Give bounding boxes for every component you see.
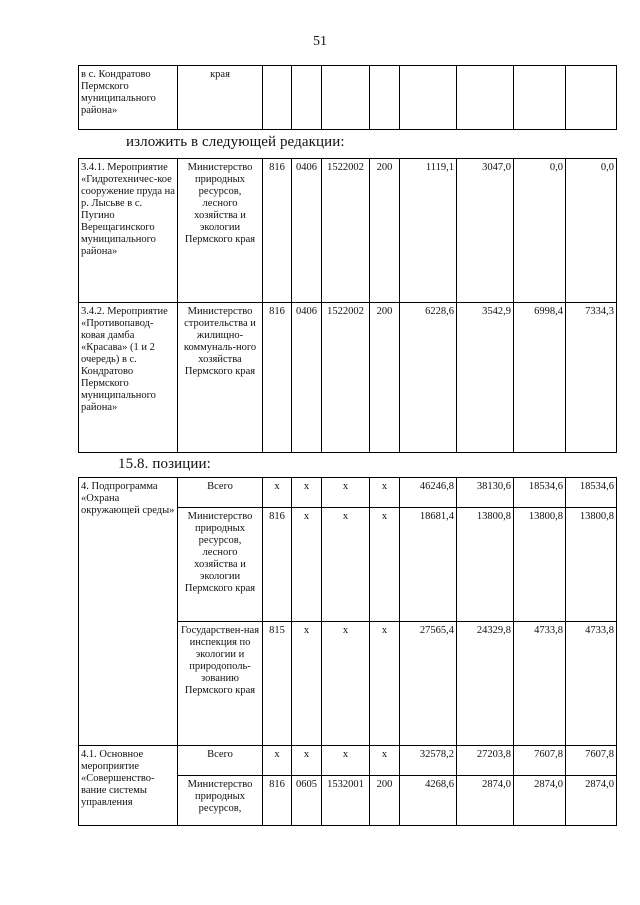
program-name-cell: 3.4.2. Мероприятие «Противопавод-ковая дамба «Красава» (1 и 2 очередь) в с. Кондратово Пермского муниципального района» <box>79 303 178 453</box>
amount-cell: 18681,4 <box>400 508 457 622</box>
amount-cell: 2874,0 <box>514 776 566 826</box>
amount-cell: 4268,6 <box>400 776 457 826</box>
expense-type-cell: x <box>370 622 400 746</box>
amount-cell: 18534,6 <box>566 478 617 508</box>
target-code-cell: 1532001 <box>322 776 370 826</box>
responsible-org-cell: Министерство природных ресурсов, лесного хозяйства и экологии Пермского края <box>178 159 263 303</box>
section-code-cell: x <box>292 746 322 776</box>
expense-type-cell: 200 <box>370 776 400 826</box>
target-code-cell <box>322 66 370 130</box>
table-row <box>79 303 617 453</box>
middle-table <box>78 158 617 453</box>
amount-cell: 6998,4 <box>514 303 566 453</box>
amount-cell: 7334,3 <box>566 303 617 453</box>
amount-cell: 6228,6 <box>400 303 457 453</box>
amount-cell: 13800,8 <box>514 508 566 622</box>
section-code-cell: 0406 <box>292 303 322 453</box>
program-name-cell: в с. Кондратово Пермского муниципального района» <box>79 66 178 130</box>
amount-cell: 0,0 <box>514 159 566 303</box>
amount-cell <box>514 66 566 130</box>
amount-cell: 27565,4 <box>400 622 457 746</box>
target-code-cell: x <box>322 508 370 622</box>
top-table <box>78 65 617 130</box>
expense-type-cell: x <box>370 746 400 776</box>
section-code-cell: 0605 <box>292 776 322 826</box>
expense-type-cell: x <box>370 478 400 508</box>
amount-cell <box>566 66 617 130</box>
amendment-phrase: изложить в следующей редакции: <box>126 134 345 150</box>
table-row <box>79 746 617 776</box>
amount-cell: 2874,0 <box>457 776 514 826</box>
amount-cell: 38130,6 <box>457 478 514 508</box>
target-code-cell: x <box>322 622 370 746</box>
table-row <box>79 66 617 130</box>
table-row <box>79 159 617 303</box>
section-code-cell: x <box>292 478 322 508</box>
amount-cell: 24329,8 <box>457 622 514 746</box>
program-name-cell: 4. Подпрограмма «Охрана окружающей среды» <box>79 478 178 746</box>
amount-cell: 4733,8 <box>514 622 566 746</box>
expense-type-cell <box>370 66 400 130</box>
amount-cell: 46246,8 <box>400 478 457 508</box>
program-name-cell: 4.1. Основное мероприятие «Совершенство-вание системы управления <box>79 746 178 826</box>
responsible-org-cell: Министерство природных ресурсов, <box>178 776 263 826</box>
section-code-cell <box>292 66 322 130</box>
amount-cell: 13800,8 <box>457 508 514 622</box>
amount-cell: 0,0 <box>566 159 617 303</box>
amount-cell: 4733,8 <box>566 622 617 746</box>
gr-code-cell: 816 <box>263 776 292 826</box>
responsible-org-cell: Всего <box>178 478 263 508</box>
amount-cell: 27203,8 <box>457 746 514 776</box>
responsible-org-cell: Министерство строительства и жилищно-коммуналь-ного хозяйства Пермского края <box>178 303 263 453</box>
section-code-cell: x <box>292 622 322 746</box>
responsible-org-cell: Министерство природных ресурсов, лесного хозяйства и экологии Пермского края <box>178 508 263 622</box>
target-code-cell: x <box>322 746 370 776</box>
responsible-org-cell: Государствен-ная инспекция по экологии и природополь-зованию Пермского края <box>178 622 263 746</box>
amount-cell: 32578,2 <box>400 746 457 776</box>
target-code-cell: 1522002 <box>322 159 370 303</box>
program-name-cell: 3.4.1. Мероприятие «Гидротехничес-кое сооружение пруда на р. Лысьве в с. Пугино Верещагинского муниципального района» <box>79 159 178 303</box>
amount-cell: 2874,0 <box>566 776 617 826</box>
amount-cell: 3542,9 <box>457 303 514 453</box>
section-code-cell: x <box>292 508 322 622</box>
amount-cell: 13800,8 <box>566 508 617 622</box>
amount-cell: 1119,1 <box>400 159 457 303</box>
target-code-cell: 1522002 <box>322 303 370 453</box>
expense-type-cell: 200 <box>370 303 400 453</box>
amount-cell <box>400 66 457 130</box>
expense-type-cell: 200 <box>370 159 400 303</box>
amount-cell: 18534,6 <box>514 478 566 508</box>
bottom-table <box>78 477 617 826</box>
gr-code-cell: 816 <box>263 159 292 303</box>
table-row <box>79 478 617 508</box>
amount-cell: 7607,8 <box>566 746 617 776</box>
gr-code-cell: 815 <box>263 622 292 746</box>
responsible-org-cell: края <box>178 66 263 130</box>
target-code-cell: x <box>322 478 370 508</box>
gr-code-cell: 816 <box>263 508 292 622</box>
expense-type-cell: x <box>370 508 400 622</box>
responsible-org-cell: Всего <box>178 746 263 776</box>
page-number: 51 <box>313 34 327 49</box>
gr-code-cell: x <box>263 746 292 776</box>
gr-code-cell: x <box>263 478 292 508</box>
section-code-cell: 0406 <box>292 159 322 303</box>
gr-code-cell <box>263 66 292 130</box>
positions-phrase: 15.8. позиции: <box>118 456 211 472</box>
amount-cell: 7607,8 <box>514 746 566 776</box>
gr-code-cell: 816 <box>263 303 292 453</box>
amount-cell <box>457 66 514 130</box>
amount-cell: 3047,0 <box>457 159 514 303</box>
